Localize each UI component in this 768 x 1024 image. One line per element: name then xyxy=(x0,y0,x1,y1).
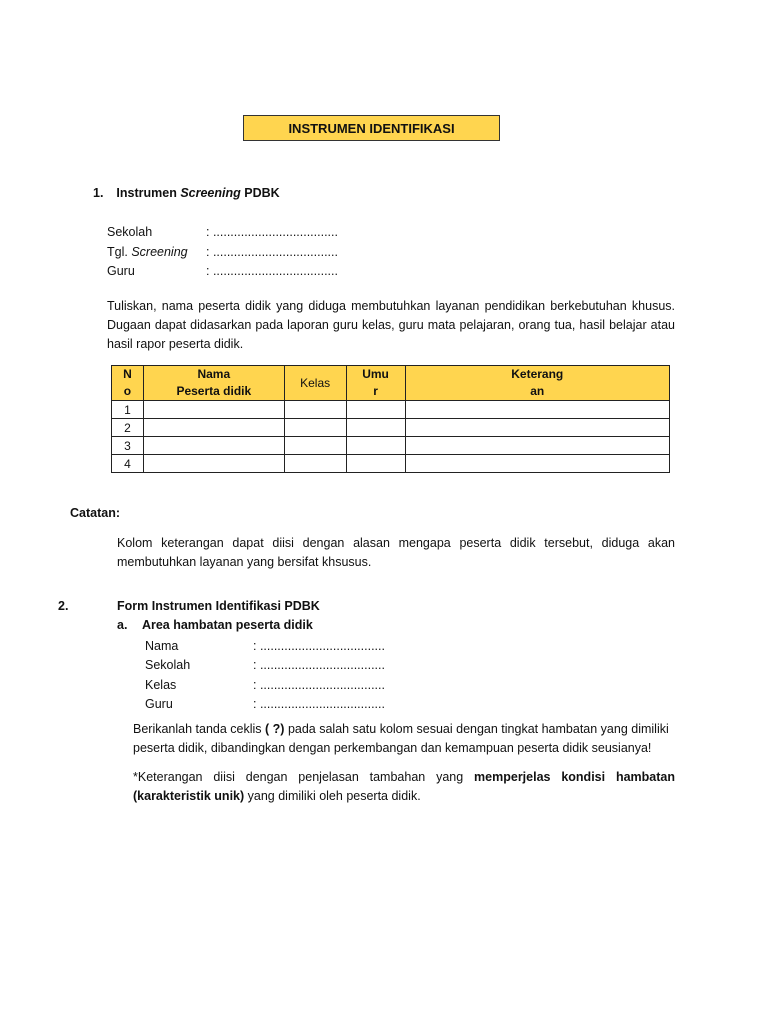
section2-fields xyxy=(145,637,385,714)
field-nama: Nama : .................................... xyxy=(145,639,385,653)
cell-kelas[interactable] xyxy=(284,455,346,473)
cell-nama[interactable] xyxy=(143,455,284,473)
cell-umur[interactable] xyxy=(346,437,405,455)
cell-nama[interactable] xyxy=(143,401,284,419)
section1-heading-italic: Screening xyxy=(180,186,241,200)
section1-heading-suffix: PDBK xyxy=(244,186,280,200)
cell-no: 1 xyxy=(112,401,144,419)
section1-number: 1. xyxy=(93,186,104,200)
section1-fields xyxy=(107,223,338,282)
field-kelas: Kelas : .................................... xyxy=(145,677,385,692)
header-umur: Umu r xyxy=(346,366,405,401)
student-table xyxy=(111,365,670,473)
field-guru: Guru : .................................... xyxy=(145,696,385,711)
cell-kelas[interactable] xyxy=(284,419,346,437)
header-keterangan: Keterang an xyxy=(405,366,670,401)
cell-keterangan[interactable] xyxy=(405,419,670,437)
header-no: N o xyxy=(112,366,144,401)
cell-kelas[interactable] xyxy=(284,401,346,419)
checkmark-symbol: ( ?) xyxy=(265,722,285,736)
keterangan-note: *Keterangan diisi dengan penjelasan tambahan yang memperjelas kondisi hambatan (karakteristik unik) yang dimiliki oleh peserta didik. xyxy=(133,770,675,803)
field-sekolah: Sekolah : .................................... xyxy=(145,658,385,673)
section2-number: 2. xyxy=(58,599,69,613)
field-label: Tgl. Screening xyxy=(107,244,188,259)
cell-kelas[interactable] xyxy=(284,437,346,455)
field-value: : .................................... xyxy=(206,244,338,259)
field-tgl-screening xyxy=(107,243,338,263)
header-nama: Nama Peserta didik xyxy=(143,366,284,401)
section1-heading xyxy=(93,186,280,200)
table-row xyxy=(112,419,670,437)
field-label: Sekolah xyxy=(107,225,153,239)
instruction-paragraph: Tuliskan, nama peserta didik yang diduga membutuhkan layanan pendidikan berkebutuhan khusus. Dugaan dapat didasarkan pada laporan guru kelas, guru mata pelajaran, orang tua, hasil belajar atau hasil rapor peserta didik. xyxy=(107,299,675,351)
cell-keterangan[interactable] xyxy=(405,455,670,473)
cell-no: 3 xyxy=(112,437,144,455)
checklist-instruction: Berikanlah tanda ceklis ( ?) pada salah satu kolom sesuai dengan tingkat hambatan yang dimiliki peserta didik, dibandingkan dengan perkembangan dan kemampuan peserta didik seusianya! xyxy=(133,722,669,755)
document-title: INSTRUMEN IDENTIFIKASI xyxy=(243,115,500,141)
sub-heading-text: Area hambatan peserta didik xyxy=(141,618,313,632)
field-guru xyxy=(107,262,338,282)
cell-no: 4 xyxy=(112,455,144,473)
cell-keterangan[interactable] xyxy=(405,401,670,419)
table-row xyxy=(112,401,670,419)
cell-no: 2 xyxy=(112,419,144,437)
field-label: Guru xyxy=(107,264,135,278)
field-sekolah xyxy=(107,223,338,243)
table-row xyxy=(112,455,670,473)
cell-keterangan[interactable] xyxy=(405,437,670,455)
cell-umur[interactable] xyxy=(346,419,405,437)
field-value: : .................................... xyxy=(206,264,338,278)
section1-heading-prefix: Instrumen xyxy=(116,186,177,200)
table-header-row xyxy=(112,366,670,401)
cell-nama[interactable] xyxy=(143,437,284,455)
cell-nama[interactable] xyxy=(143,419,284,437)
field-value: : .................................... xyxy=(206,225,338,239)
sub-letter: a. xyxy=(117,618,128,632)
section2-subheading xyxy=(117,618,313,632)
section2-heading: Form Instrumen Identifikasi PDBK xyxy=(117,599,320,613)
header-kelas: Kelas xyxy=(284,366,346,401)
catatan-text: Kolom keterangan dapat diisi dengan alasan mengapa peserta didik tersebut, diduga akan membutuhkan layanan yang bersifat khsusus. xyxy=(117,536,675,569)
cell-umur[interactable] xyxy=(346,401,405,419)
cell-umur[interactable] xyxy=(346,455,405,473)
table-row xyxy=(112,437,670,455)
catatan-label: Catatan: xyxy=(70,506,121,520)
